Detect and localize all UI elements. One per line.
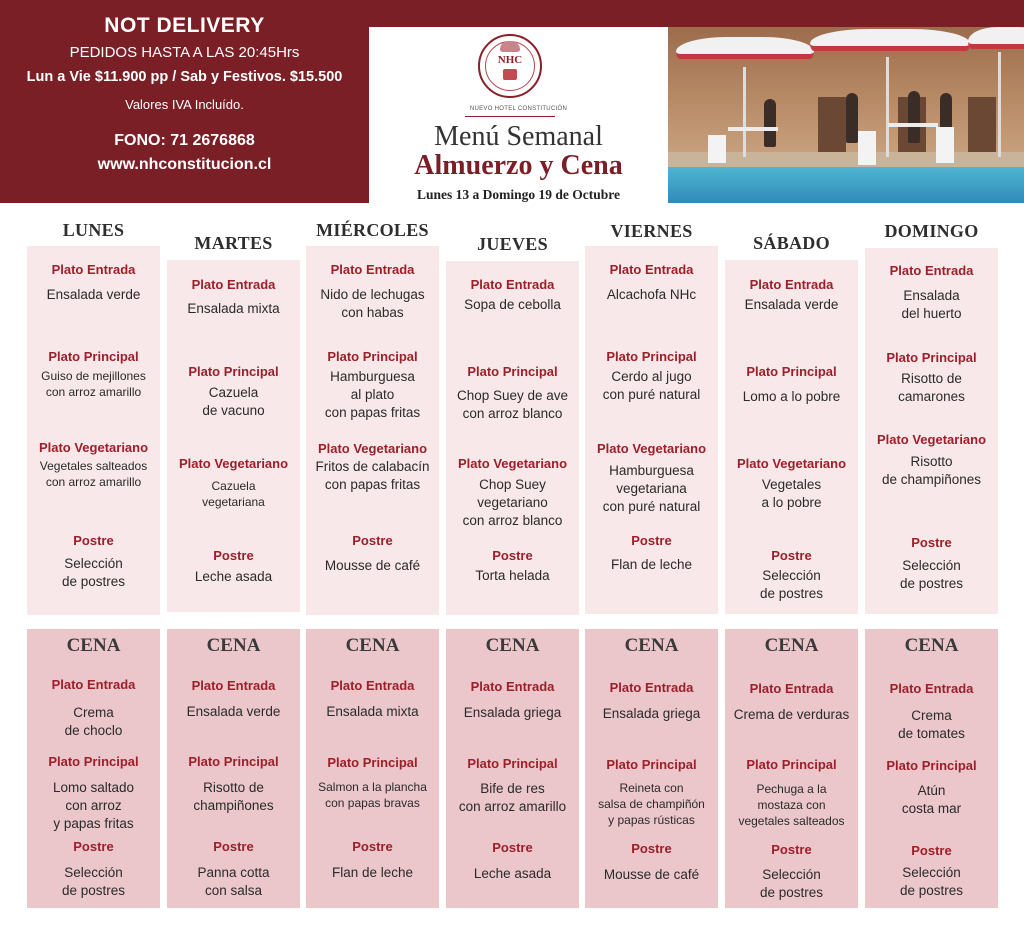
dinner-header: CENA (66, 635, 121, 656)
course-label-vegetariano: Plato Vegetariano (178, 456, 289, 471)
logo-caption: NUEVO HOTEL CONSTITUCIÓN (469, 106, 568, 112)
dish-principal: Cerdo al jugo con puré natural (602, 369, 701, 402)
day-header-martes: MARTES (194, 233, 273, 253)
course-label-entrada: Plato Entrada (889, 681, 974, 696)
dish-principal: Lomo saltado con arroz y papas fritas (52, 780, 135, 831)
dish-postre: Torta helada (475, 568, 550, 583)
course-label-entrada: Plato Entrada (330, 262, 415, 277)
course-label-postre: Postre (771, 548, 812, 563)
course-label-postre: Postre (492, 840, 533, 855)
lunch-card-viernes (585, 246, 718, 614)
course-label-principal: Plato Principal (886, 758, 977, 773)
dish-postre: Selección de postres (899, 865, 964, 898)
dish-entrada: Ensalada verde (46, 287, 141, 302)
dinner-card-domingo (865, 629, 998, 908)
course-label-entrada: Plato Entrada (51, 677, 136, 692)
dish-entrada: Crema de choclo (64, 705, 123, 738)
day-header-sabado: SÁBADO (753, 233, 830, 253)
dish-entrada: Ensalada griega (602, 706, 701, 721)
course-label-vegetariano: Plato Vegetariano (317, 441, 428, 456)
menu-dates: Lunes 13 a Domingo 19 de Octubre (416, 187, 620, 202)
course-label-principal: Plato Principal (746, 364, 837, 379)
dish-principal: Risotto de camarones (898, 371, 965, 404)
terrace-photo (668, 27, 1024, 203)
logo-monogram: NHC (497, 54, 523, 66)
course-label-entrada: Plato Entrada (609, 680, 694, 695)
dish-principal: Chop Suey de ave con arroz blanco (456, 388, 569, 421)
dish-vegetariano: Vegetales salteados con arroz amarillo (39, 459, 148, 489)
dish-entrada: Nido de lechugas con habas (320, 287, 425, 320)
course-label-postre: Postre (631, 533, 672, 548)
dinner-card-lunes (27, 629, 160, 908)
course-label-postre: Postre (631, 841, 672, 856)
dish-postre: Leche asada (194, 569, 273, 584)
dish-principal: Hamburguesa al plato con papas fritas (324, 369, 421, 420)
course-label-postre: Postre (771, 842, 812, 857)
divider (465, 116, 555, 117)
day-header-domingo: DOMINGO (884, 221, 979, 241)
dish-principal: Lomo a lo pobre (742, 389, 841, 404)
dinner-header: CENA (206, 635, 261, 656)
dish-principal: Pechuga a la mostaza con vegetales salteados (738, 782, 845, 828)
day-header-miercoles: MIÉRCOLES (316, 220, 429, 240)
course-label-principal: Plato Principal (327, 755, 418, 770)
title-panel (369, 27, 668, 203)
course-label-entrada: Plato Entrada (51, 262, 136, 277)
dish-principal: Risotto de champiñones (193, 780, 274, 813)
day-header-jueves: JUEVES (477, 234, 548, 254)
dish-postre: Selección de postres (61, 556, 126, 589)
tax-note: Valores IVA Incluído. (125, 97, 244, 112)
course-label-principal: Plato Principal (188, 364, 279, 379)
dish-entrada: Alcachofa NHc (606, 287, 697, 302)
dish-postre: Selección de postres (61, 865, 126, 898)
dish-vegetariano: Vegetales a lo pobre (761, 477, 822, 510)
phone-number: FONO: 71 2676868 (114, 132, 255, 149)
menu-title: Menú Semanal (434, 121, 603, 152)
course-label-principal: Plato Principal (48, 754, 139, 769)
course-label-vegetariano: Plato Vegetariano (457, 456, 568, 471)
course-label-postre: Postre (73, 839, 114, 854)
dish-entrada: Ensalada mixta (187, 301, 280, 316)
dish-entrada: Crema de tomates (898, 708, 965, 741)
course-label-principal: Plato Principal (606, 349, 697, 364)
dish-postre: Selección de postres (759, 867, 824, 900)
course-label-postre: Postre (911, 535, 952, 550)
menu-subtitle: Almuerzo y Cena (414, 150, 623, 181)
lunch-card-domingo (865, 248, 998, 614)
course-label-vegetariano: Plato Vegetariano (876, 432, 987, 447)
course-label-principal: Plato Principal (746, 757, 837, 772)
price-info: Lun a Vie $11.900 pp / Sab y Festivos. $15.500 (26, 69, 343, 85)
dish-entrada: Ensalada mixta (326, 704, 419, 719)
dinner-card-jueves (446, 629, 579, 908)
course-label-principal: Plato Principal (48, 349, 139, 364)
info-panel (0, 0, 369, 203)
dish-principal: Bife de res con arroz amarillo (458, 781, 567, 814)
course-label-entrada: Plato Entrada (191, 277, 276, 292)
course-label-vegetariano: Plato Vegetariano (38, 440, 149, 455)
dish-postre: Panna cotta con salsa (197, 865, 270, 898)
course-label-principal: Plato Principal (188, 754, 279, 769)
dish-principal: Salmon a la plancha con papas bravas (318, 780, 427, 810)
dish-entrada: Ensalada verde (744, 297, 839, 312)
dinner-header: CENA (485, 635, 540, 656)
dinner-header: CENA (904, 635, 959, 656)
dish-vegetariano: Risotto de champiñones (881, 454, 982, 487)
course-label-entrada: Plato Entrada (470, 679, 555, 694)
dish-postre: Selección de postres (899, 558, 964, 591)
course-label-entrada: Plato Entrada (470, 277, 555, 292)
dish-entrada: Sopa de cebolla (464, 297, 561, 312)
course-label-entrada: Plato Entrada (749, 681, 834, 696)
dinner-card-viernes (585, 629, 718, 908)
dinner-card-miercoles (306, 629, 439, 908)
course-label-entrada: Plato Entrada (609, 262, 694, 277)
dish-vegetariano: Hamburguesa vegetariana con puré natural (602, 463, 701, 514)
dinner-header: CENA (345, 635, 400, 656)
dish-postre: Mousse de café (324, 558, 421, 573)
dish-postre: Flan de leche (331, 865, 414, 880)
course-label-postre: Postre (213, 839, 254, 854)
dish-principal: Reineta con salsa de champiñón y papas rústicas (598, 781, 705, 827)
dinner-header: CENA (764, 635, 819, 656)
course-label-entrada: Plato Entrada (749, 277, 834, 292)
lunch-card-martes (167, 260, 300, 612)
dish-entrada: Ensalada verde (186, 704, 281, 719)
course-label-postre: Postre (352, 533, 393, 548)
website-link[interactable]: www.nhconstitucion.cl (97, 156, 272, 173)
lunch-card-jueves (446, 261, 579, 615)
course-label-postre: Postre (73, 533, 114, 548)
dinner-card-martes (167, 629, 300, 908)
dish-vegetariano: Chop Suey vegetariano con arroz blanco (462, 477, 563, 528)
day-header-viernes: VIERNES (610, 221, 693, 241)
course-label-postre: Postre (352, 839, 393, 854)
course-label-principal: Plato Principal (606, 757, 697, 772)
order-deadline: PEDIDOS HASTA A LAS 20:45Hrs (69, 44, 300, 61)
not-delivery-notice: NOT DELIVERY (104, 14, 265, 37)
course-label-vegetariano: Plato Vegetariano (596, 441, 707, 456)
dish-principal: Atún costa mar (901, 783, 962, 816)
course-label-principal: Plato Principal (467, 364, 558, 379)
dinner-card-sabado (725, 629, 858, 908)
course-label-postre: Postre (213, 548, 254, 563)
day-header-lunes: LUNES (62, 220, 125, 240)
dish-entrada: Ensalada griega (463, 705, 562, 720)
course-label-principal: Plato Principal (327, 349, 418, 364)
dish-principal: Guiso de mejillones con arroz amarillo (41, 369, 146, 399)
course-label-entrada: Plato Entrada (330, 678, 415, 693)
course-label-entrada: Plato Entrada (889, 263, 974, 278)
lunch-card-lunes (27, 246, 160, 615)
dish-vegetariano: Fritos de calabacín con papas fritas (315, 459, 430, 492)
course-label-entrada: Plato Entrada (191, 678, 276, 693)
dish-postre: Flan de leche (610, 557, 693, 572)
dish-entrada: Crema de verduras (733, 707, 850, 722)
dish-entrada: Ensalada del huerto (901, 288, 962, 321)
lunch-card-sabado (725, 260, 858, 614)
course-label-postre: Postre (911, 843, 952, 858)
dish-postre: Leche asada (473, 866, 552, 881)
course-label-postre: Postre (492, 548, 533, 563)
course-label-principal: Plato Principal (467, 756, 558, 771)
lunch-card-miercoles (306, 246, 439, 615)
hotel-logo-icon (478, 34, 542, 98)
dish-postre: Mousse de café (603, 867, 700, 882)
dish-vegetariano: Cazuela vegetariana (202, 479, 265, 509)
course-label-principal: Plato Principal (886, 350, 977, 365)
dinner-header: CENA (624, 635, 679, 656)
dish-principal: Cazuela de vacuno (202, 385, 265, 418)
dish-postre: Selección de postres (759, 568, 824, 601)
course-label-vegetariano: Plato Vegetariano (736, 456, 847, 471)
